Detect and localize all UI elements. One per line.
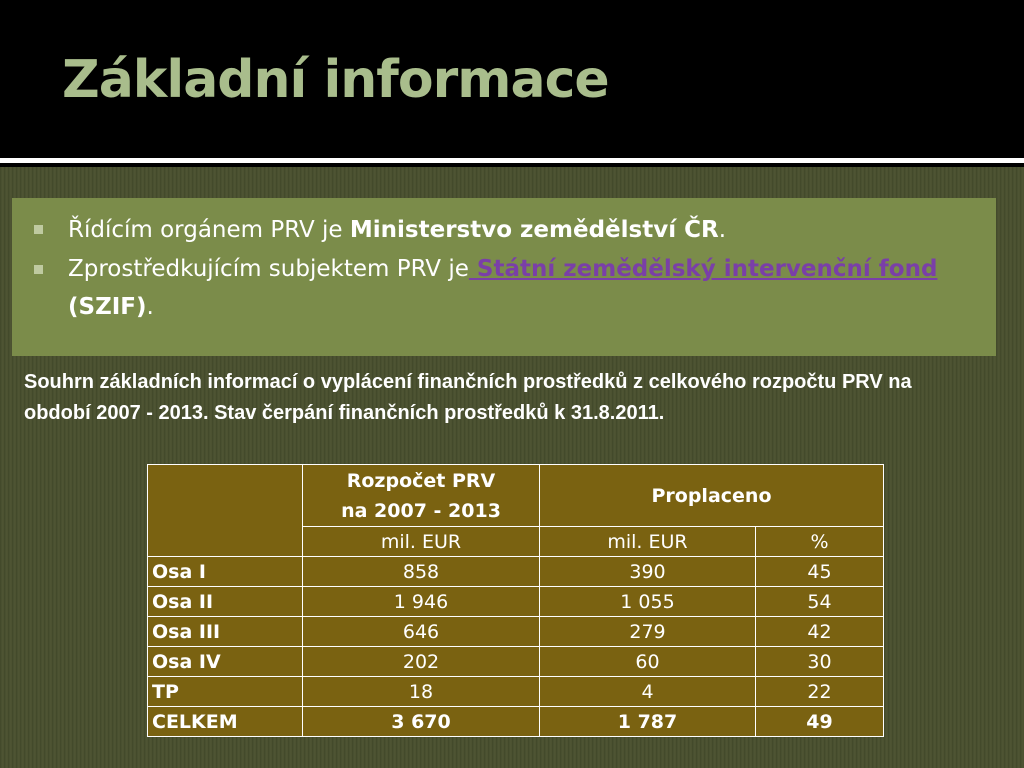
row-label: CELKEM <box>148 707 303 737</box>
title-divider-shadow <box>0 163 1024 167</box>
row-budget: 18 <box>303 677 540 707</box>
row-label: Osa II <box>148 587 303 617</box>
row-paid: 390 <box>540 557 756 587</box>
empty-corner-cell <box>148 465 303 557</box>
row-percent: 42 <box>756 617 884 647</box>
bullet-item-paying-agency <box>32 250 972 326</box>
bullet-suffix: . <box>146 294 154 320</box>
header-budget-line2: na 2007 - 2013 <box>341 499 501 522</box>
row-percent: 49 <box>756 707 884 737</box>
header-paid: Proplaceno <box>540 465 884 527</box>
row-label: Osa III <box>148 617 303 647</box>
bullet-panel <box>12 198 996 356</box>
square-bullet-icon <box>34 225 43 234</box>
row-budget: 3 670 <box>303 707 540 737</box>
row-budget: 646 <box>303 617 540 647</box>
row-paid: 4 <box>540 677 756 707</box>
row-percent: 54 <box>756 587 884 617</box>
unit-percent: % <box>756 527 884 557</box>
square-bullet-icon <box>34 265 43 274</box>
table-row <box>148 647 884 677</box>
slide-title: Základní informace <box>62 50 609 110</box>
szif-link[interactable]: Státní zemědělský intervenční fond <box>468 256 938 282</box>
row-label: TP <box>148 677 303 707</box>
row-budget: 202 <box>303 647 540 677</box>
bullet-item-managing-authority <box>32 210 972 250</box>
header-budget-line1: Rozpočet PRV <box>346 469 496 492</box>
table-caption: Souhrn základních informací o vyplácení finančních prostředků z celkového rozpočtu PRV na období 2007 - 2013. Stav čerpání finančních prostředků k 31.8.2011. <box>24 371 912 424</box>
row-budget: 858 <box>303 557 540 587</box>
row-percent: 45 <box>756 557 884 587</box>
unit-budget: mil. EUR <box>303 527 540 557</box>
funding-table <box>147 464 884 737</box>
row-percent: 22 <box>756 677 884 707</box>
bullet-suffix: . <box>718 217 726 243</box>
bullet-text: Řídícím orgánem PRV je <box>68 217 350 243</box>
row-percent: 30 <box>756 647 884 677</box>
row-paid: 279 <box>540 617 756 647</box>
table-row <box>148 677 884 707</box>
table-header-row <box>148 465 884 527</box>
ministry-name: Ministerstvo zemědělství ČR <box>349 217 719 243</box>
table-row <box>148 557 884 587</box>
row-label: Osa I <box>148 557 303 587</box>
unit-paid: mil. EUR <box>540 527 756 557</box>
row-budget: 1 946 <box>303 587 540 617</box>
table-total-row <box>148 707 884 737</box>
szif-abbreviation: (SZIF) <box>68 294 147 320</box>
row-paid: 60 <box>540 647 756 677</box>
table-row <box>148 587 884 617</box>
bullet-list <box>32 210 972 326</box>
row-paid: 1 055 <box>540 587 756 617</box>
row-label: Osa IV <box>148 647 303 677</box>
bullet-text: Zprostředkujícím subjektem PRV je <box>68 256 469 282</box>
row-paid: 1 787 <box>540 707 756 737</box>
table-row <box>148 617 884 647</box>
header-budget <box>303 465 540 527</box>
